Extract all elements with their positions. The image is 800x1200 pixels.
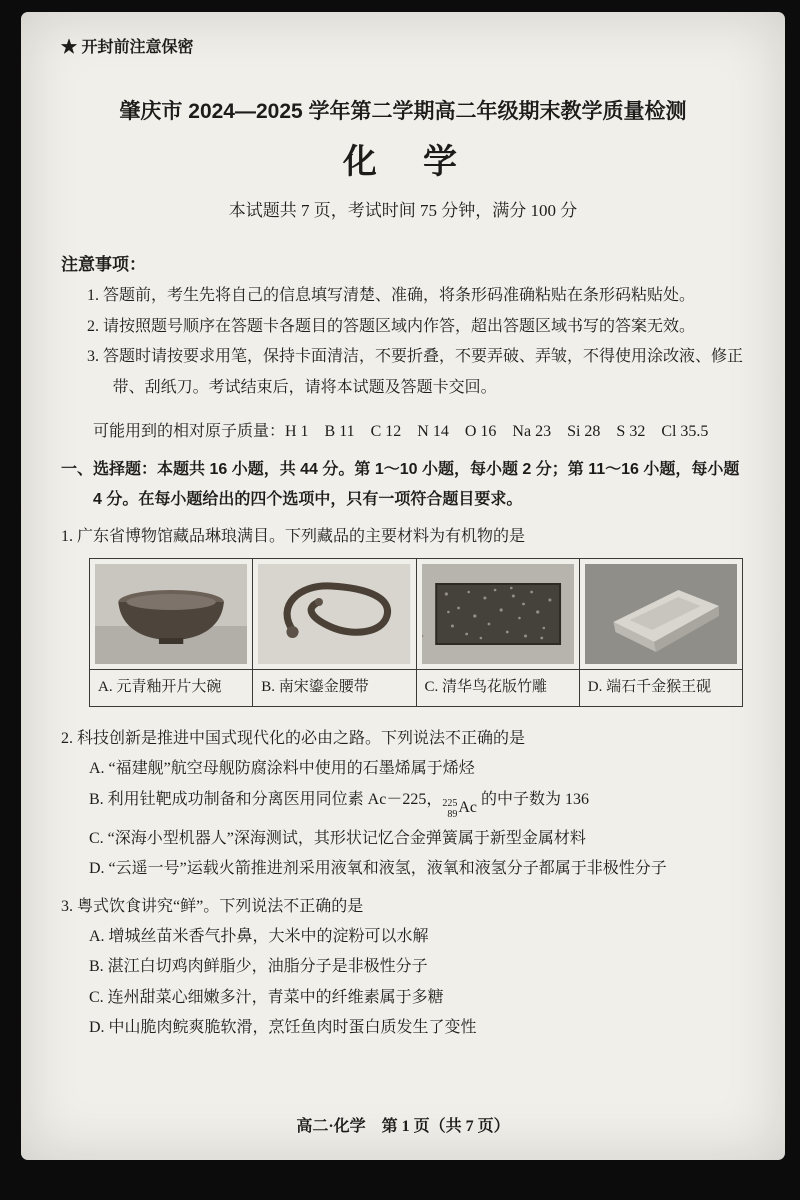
question-2-option-b xyxy=(61,785,745,824)
question-3-option-b: B. 湛江白切鸡肉鲜脂少，油脂分子是非极性分子 xyxy=(89,958,428,976)
question-3-option-c: C. 连州甜菜心细嫩多汁，青菜中的纤维素属于多糖 xyxy=(89,988,444,1006)
bamboo-carving-photo xyxy=(422,564,574,664)
exam-info-line: 本试题共 7 页，考试时间 75 分钟，满分 100 分 xyxy=(228,200,578,220)
note-item-1: 1. 答题前，考生先将自己的信息填写清楚、准确，将条形码准确粘贴在条形码粘贴处。 xyxy=(87,287,696,305)
question-2-option-a: A. “福建舰”航空母舰防腐涂料中使用的石墨烯属于烯烃 xyxy=(89,760,475,778)
exam-paper xyxy=(21,12,785,1160)
question-2-stem: 2. 科技创新是推进中国式现代化的必由之路。下列说法不正确的是 xyxy=(61,729,526,747)
question-3-option-d: D. 中山脆肉鲩爽脆软滑，烹饪鱼肉时蛋白质发生了变性 xyxy=(89,1019,477,1037)
question-2-option-c: C. “深海小型机器人”深海测试，其形状记忆合金弹簧属于新型金属材料 xyxy=(89,829,586,847)
mass-number: 225 xyxy=(442,797,458,809)
section-one-heading: 一、选择题：本题共 16 小题，共 44 分。第 1～10 小题，每小题 2 分；第 11～16 小题，每小题 4 分。在每小题给出的四个选项中，只有一项符合题目要求。 xyxy=(61,461,740,508)
artifact-image-cell-d xyxy=(579,558,742,669)
bowl-photo xyxy=(95,564,247,664)
question-3-option-a: A. 增城丝苗米香气扑鼻，大米中的淀粉可以水解 xyxy=(89,928,429,946)
isotope-notation xyxy=(442,793,477,823)
artifact-image-cell-a xyxy=(90,558,253,669)
note-item-3: 3. 答题时请按要求用笔，保持卡面清洁，不要折叠，不要弄破、弄皱，不得使用涂改液、修正带、刮纸刀。考试结束后，请将本试题及答题卡交回。 xyxy=(87,348,744,396)
atomic-mass-line: 可能用到的相对原子质量：H 1 B 11 C 12 N 14 O 16 Na 23 Si 28 S 32 Cl 35.5 xyxy=(93,422,709,440)
element-symbol: Ac xyxy=(458,799,477,817)
subject-title: 化 学 xyxy=(342,143,464,181)
question-2 xyxy=(61,724,745,885)
question-2-option-d: D. “云遥一号”运载火箭推进剂采用液氧和液氢，液氧和液氢分子都属于非极性分子 xyxy=(89,860,667,878)
inkstone-photo xyxy=(585,564,737,664)
question-1 xyxy=(61,522,745,717)
belt-photo xyxy=(258,564,410,664)
question-3 xyxy=(61,892,745,1044)
option-b-text-pre: B. 利用钍靶成功制备和分离医用同位素 Ac－225， xyxy=(89,790,443,808)
notes-list xyxy=(61,281,745,403)
option-b-text-post: 的中子数为 136 xyxy=(477,790,590,808)
page-footer: 高二·化学 第 1 页（共 7 页） xyxy=(296,1117,510,1135)
question-1-stem: 1. 广东省博物馆藏品琳琅满目。下列藏品的主要材料为有机物的是 xyxy=(61,527,526,545)
note-item-2: 2. 请按照题号顺序在答题卡各题目的答题区域内作答，超出答题区域书写的答案无效。 xyxy=(87,317,696,335)
question-3-stem: 3. 粤式饮食讲究“鲜”。下列说法不正确的是 xyxy=(61,897,364,915)
option-d-caption: D. 端石千金猴王砚 xyxy=(579,669,742,706)
exam-title: 肇庆市 2024—2025 学年第二学期高二年级期末教学质量检测 xyxy=(119,100,687,124)
notes-heading: 注意事项： xyxy=(61,255,146,275)
artifact-image-row xyxy=(90,558,743,669)
atomic-number: 89 xyxy=(447,808,458,820)
option-a-caption: A. 元青釉开片大碗 xyxy=(90,669,253,706)
artifact-image-cell-c xyxy=(416,558,579,669)
question-1-options-table xyxy=(89,558,743,707)
artifact-image-cell-b xyxy=(253,558,416,669)
option-b-caption: B. 南宋鎏金腰带 xyxy=(253,669,416,706)
artifact-caption-row xyxy=(90,669,743,706)
option-c-caption: C. 清华鸟花版竹雕 xyxy=(416,669,579,706)
confidential-notice: ★ 开封前注意保密 xyxy=(61,39,194,56)
